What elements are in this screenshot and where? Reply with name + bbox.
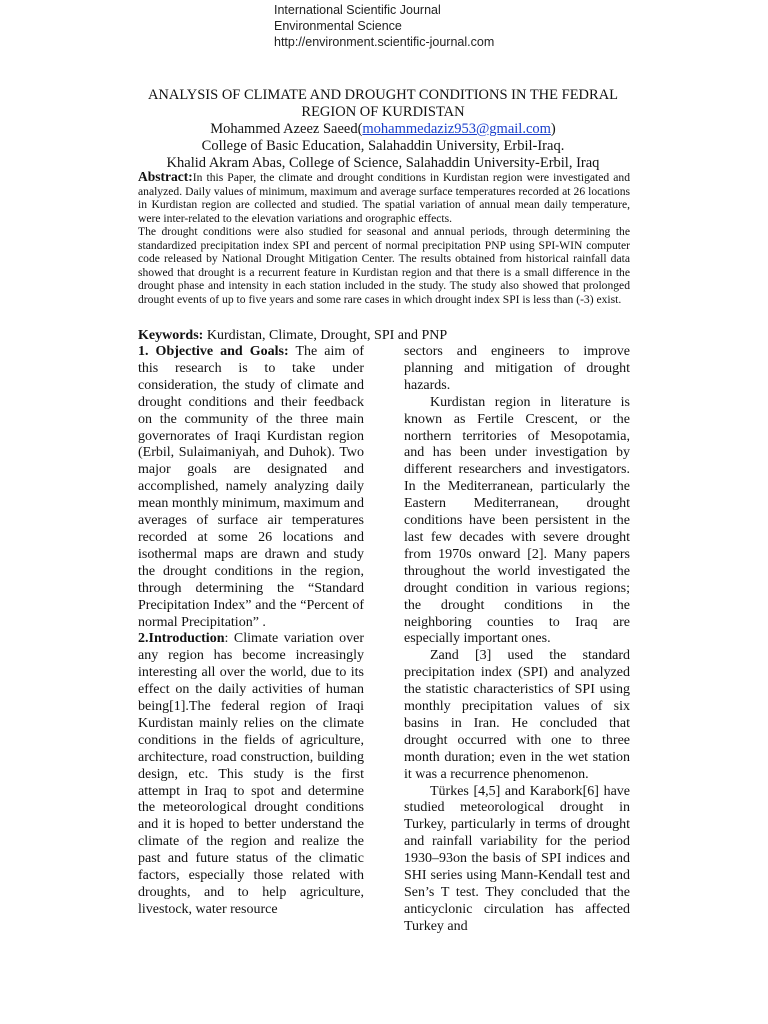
abstract-paragraph-2: The drought conditions were also studied for seasonal and annual periods, through determining the standardized precipitation index SPI and percent of normal precipitation PNP using SPI-WIN computer code released by National Drought Mitigation Center. The results obtained from historical rainfall data showed that drought is a recurrent feature in Kurdistan region and that there is a small difference in the drought phase and intensity in each station included in the study. The study also showed that prolonged drought events of up to five years and some rare cases in which drought index SPI is less than (-3) exist. (138, 225, 630, 306)
author-1 (120, 121, 646, 138)
journal-header (274, 2, 494, 50)
section-objective-heading: 1. Objective and Goals: (138, 344, 289, 359)
keywords-text: Kurdistan, Climate, Drought, SPI and PNP (203, 328, 448, 343)
keywords (138, 327, 630, 344)
keywords-label: Keywords: (138, 328, 204, 343)
abstract (138, 170, 630, 306)
right-column (404, 344, 630, 936)
journal-url[interactable]: http://environment.scientific-journal.com (274, 35, 495, 49)
abstract-paragraph-1 (138, 170, 630, 225)
right-paragraph-2: Kurdistan region in literature is known as Fertile Crescent, or the northern territories of Mesopotamia, and has been under investigation by different researchers and investigators. In the Mediterranean, particularly the Eastern Mediterranean, drought conditions have been persistent in the last few decades with severe drought from 1970s onward [2]. Many papers throughout the world investigated the drought condition in various regions; the drought conditions in the neighboring counties to Iraq are especially important ones. (404, 394, 630, 647)
abstract-label: Abstract: (138, 169, 193, 184)
author-block (120, 121, 646, 172)
section-introduction-text: : Climate variation over any region has become increasingly interesting all over the world, due to its effect on the daily activities of human being[1].The federal region of Iraqi Kurdistan mainly relies on the climate conditions in the fields of agriculture, architecture, road construction, building design, etc. This study is the first attempt in Iraq to spot and determine the meteorological drought conditions and it is hoped to better understand the climate of the region and realize the past and future status of the climatic factors, especially those related with droughts, and to help agriculture, livestock, water resource (138, 631, 364, 917)
section-objective (138, 344, 364, 631)
right-paragraph-3: Zand [3] used the standard precipitation index (SPI) and analyzed the statistic characteristics of SPI using monthly precipitation values of six basins in Iran. He concluded that drought occurred with one to three month duration; even in the wet station it was a recurrence phenomenon. (404, 648, 630, 782)
author-2: Khalid Akram Abas, College of Science, Salahaddin University-Erbil, Iraq (166, 155, 600, 171)
section-introduction (138, 631, 364, 918)
right-paragraph-4: Türkes [4,5] and Karabork[6] have studied meteorological drought in Turkey, particularly in terms of drought and rainfall variability for the period 1930–93on the basis of SPI indices and SHI series using Mann-Kendall test and Sen’s T test. They concluded that the anticyclonic circulation has affected Turkey and (404, 783, 630, 934)
paper-title: ANALYSIS OF CLIMATE AND DROUGHT CONDITIONS IN THE FEDRAL REGION OF KURDISTAN (147, 87, 619, 120)
section-introduction-heading: 2.Introduction (138, 631, 225, 647)
right-paragraph-1: sectors and engineers to improve planning and mitigation of drought hazards. (404, 344, 630, 393)
journal-section: Environmental Science (274, 19, 402, 33)
section-objective-text: The aim of this research is to take under consideration, the study of climate and drought conditions and their feedback on the community of the three main governorates of Iraqi Kurdistan region (Erbil, Sulaimaniyah, and Duhok). Two major goals are designated and accomplished, namely analyzing daily mean monthly minimum, maximum and averages of surface air temperatures recorded at some 26 locations and isothermal maps are drawn and study the drought conditions in the region, through determining the “Standard Precipitation Index” and the “Percent of normal Precipitation” . (138, 344, 365, 630)
journal-name: International Scientific Journal (274, 3, 441, 17)
author-1-email-link[interactable]: mohammedaziz953@gmail.com (362, 121, 551, 137)
abstract-text-1: In this Paper, the climate and drought conditions in Kurdistan region were investigated and analyzed. Daily values of minimum, maximum and average surface temperatures recorded at 26 locations in Kurdistan region are collected and studied. The spatial variation of annual mean daily temperature, were inter-related to the elevation variations and orographic effects. (138, 171, 630, 225)
affiliation-1: College of Basic Education, Salahaddin University, Erbil-Iraq. (201, 138, 565, 154)
author-1-name: Mohammed Azeez Saeed( (210, 121, 363, 137)
left-column (138, 344, 364, 919)
author-1-close: ) (550, 121, 556, 137)
